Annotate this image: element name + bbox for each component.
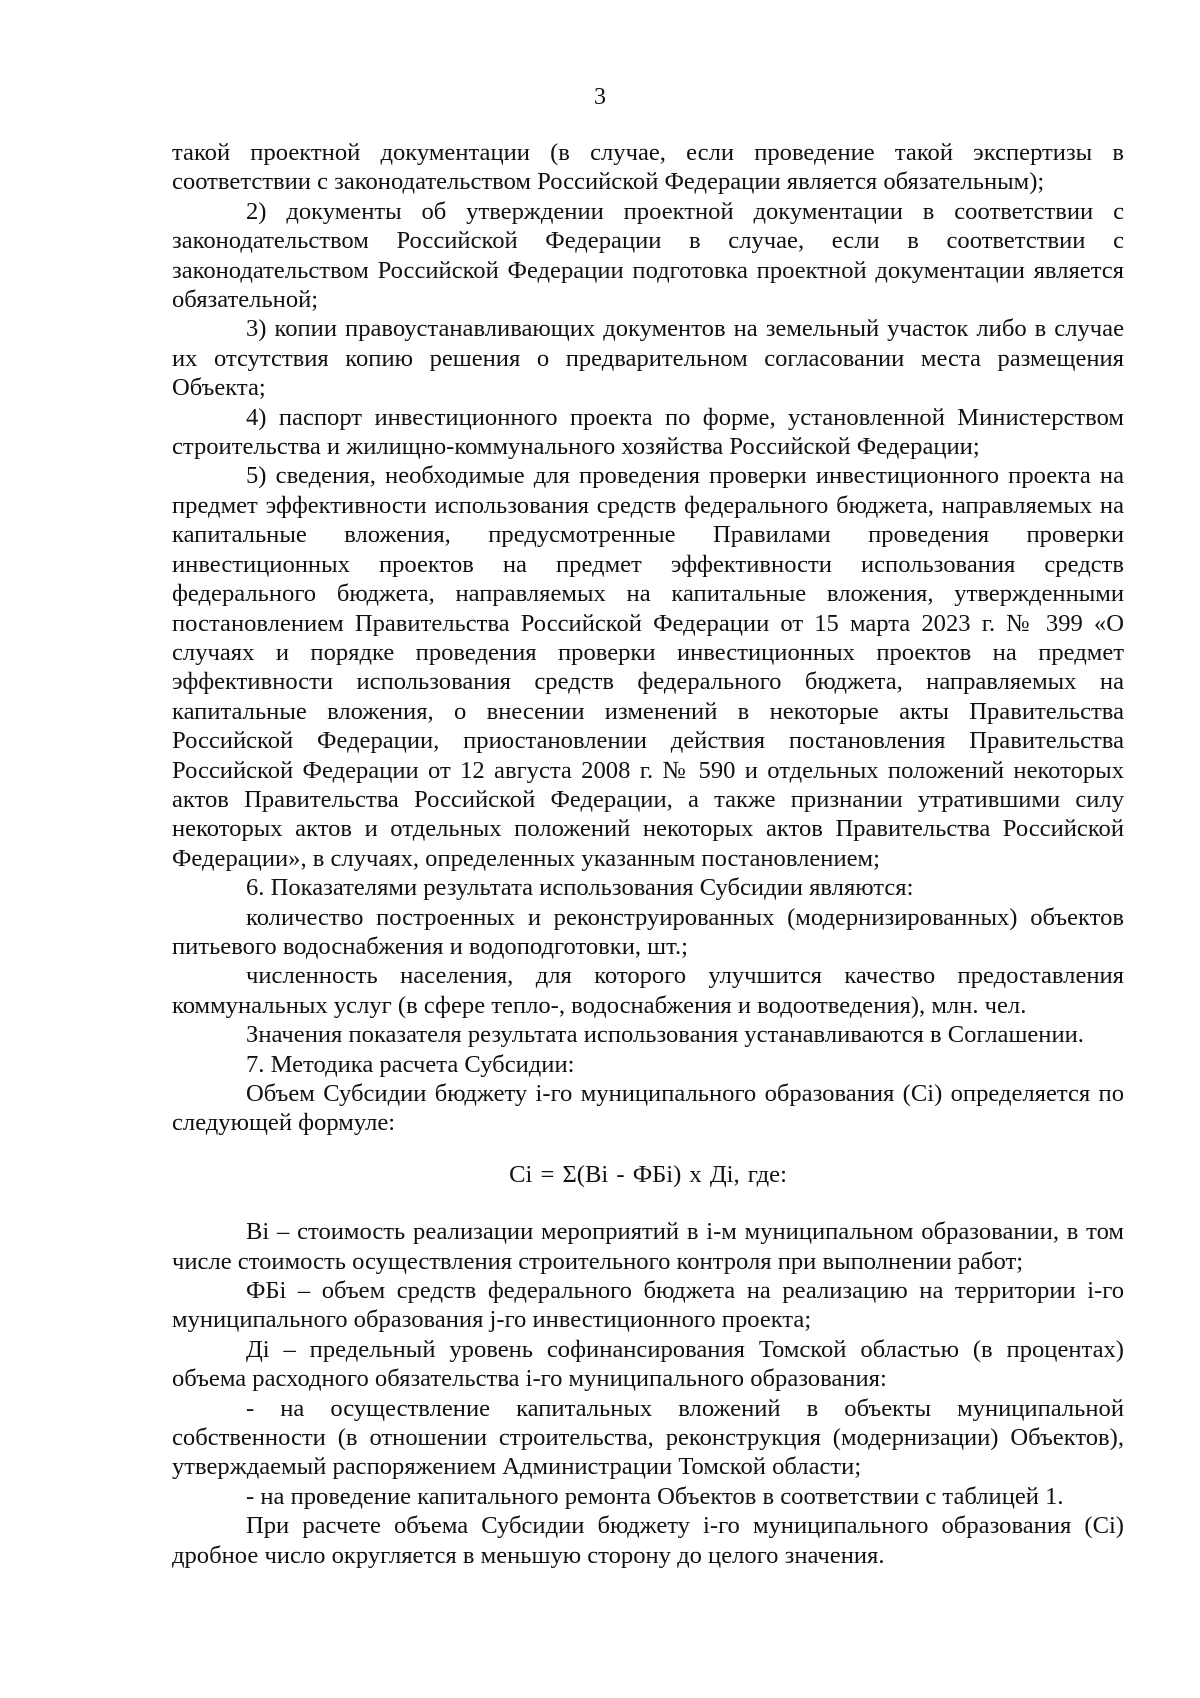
paragraph-indicator-objects: количество построенных и реконструированных (модернизированных) объектов питьевого водоснабжения и водоподготовки, шт.; xyxy=(172,903,1124,960)
paragraph-capital-repair: - на проведение капитального ремонта Объектов в соответствии с таблицей 1. xyxy=(246,1482,1064,1510)
paragraph-capital-investments: - на осуществление капитальных вложений в объекты муниципальной собственности (в отношении строительства, реконструкция (модернизации) Объектов), утверждаемый распоряжением Администрации Томской области; xyxy=(172,1394,1124,1481)
paragraph-indicator-values: Значения показателя результата использования устанавливаются в Соглашении. xyxy=(246,1021,1084,1049)
paragraph-formula-intro: Объем Субсидии бюджету i-го муниципального образования (Сi) определяется по следующей формуле: xyxy=(172,1080,1124,1137)
paragraph-section-6: 6. Показателями результата использования Субсидии являются: xyxy=(246,874,914,902)
paragraph-item-4: 4) паспорт инвестиционного проекта по форме, установленной Министерством строительства и жилищно-коммунального хозяйства Российской Федерации; xyxy=(172,403,1124,461)
paragraph-section-7: 7. Методика расчета Субсидии: xyxy=(246,1050,575,1078)
paragraph-item-3: 3) копии правоустанавливающих документов на земельный участок либо в случае их отсутствия копию решения о предварительном согласовании места размещения Объекта; xyxy=(172,315,1124,402)
paragraph-indicator-population: численность населения, для которого улучшится качество предоставления коммунальных услуг (в сфере тепло-, водоснабжения и водоотведения), млн. чел. xyxy=(172,962,1124,1019)
paragraph-definition-vi: Вi – стоимость реализации мероприятий в i-м муниципальном образовании, в том числе стоимость осуществления строительного контроля при выполнении работ; xyxy=(172,1218,1124,1275)
paragraph-definition-fbi: ФБi – объем средств федерального бюджета на реализацию на территории i-го муниципального образования j-го инвестиционного проекта; xyxy=(172,1277,1124,1334)
document-body xyxy=(172,138,1124,1570)
paragraph-item-2: 2) документы об утверждении проектной документации в соответствии с законодательством Российской Федерации в случае, если в соответствии с законодательством Российской Федерации подготовка проектной документации является обязательной; xyxy=(172,197,1124,314)
paragraph-definition-di: Дi – предельный уровень софинансирования Томской областью (в процентах) объема расходного обязательства i-го муниципального образования: xyxy=(172,1335,1124,1393)
page-number: 3 xyxy=(594,84,606,110)
paragraph-item-5: 5) сведения, необходимые для проведения проверки инвестиционного проекта на предмет эффективности использования средств федерального бюджета, направляемых на капитальные вложения, предусмотренные Правилами проведения проверки инвестиционных проектов на предмет эффективности использования средств федерального бюджета, направляемых на капитальные вложения, утвержденными постановлением Правительства Российской Федерации от 15 марта 2023 г. № 399 «О случаях и порядке проведения проверки инвестиционных проектов на предмет эффективности использования средств федерального бюджета, направляемых на капитальные вложения, о внесении изменений в некоторые акты Правительства Российской Федерации, приостановлении действия постановления Правительства Российской Федерации от 12 августа 2008 г. № 590 и отдельных положений некоторых актов Правительства Российской Федерации, а также признании утратившими силу некоторых актов и отдельных положений некоторых актов Правительства Российской Федерации», в случаях, определенных указанным постановлением; xyxy=(172,462,1124,872)
subsidy-formula: Сi = Σ(Вi - ФБi) x Дi, где: xyxy=(509,1160,787,1188)
paragraph-rounding-rule: При расчете объема Субсидии бюджету i-го муниципального образования (Сi) дробное число округляется в меньшую сторону до целого значения. xyxy=(172,1512,1124,1569)
paragraph-expertise-continuation: такой проектной документации (в случае, если проведение такой экспертизы в соответствии с законодательством Российской Федерации является обязательным); xyxy=(172,139,1124,196)
